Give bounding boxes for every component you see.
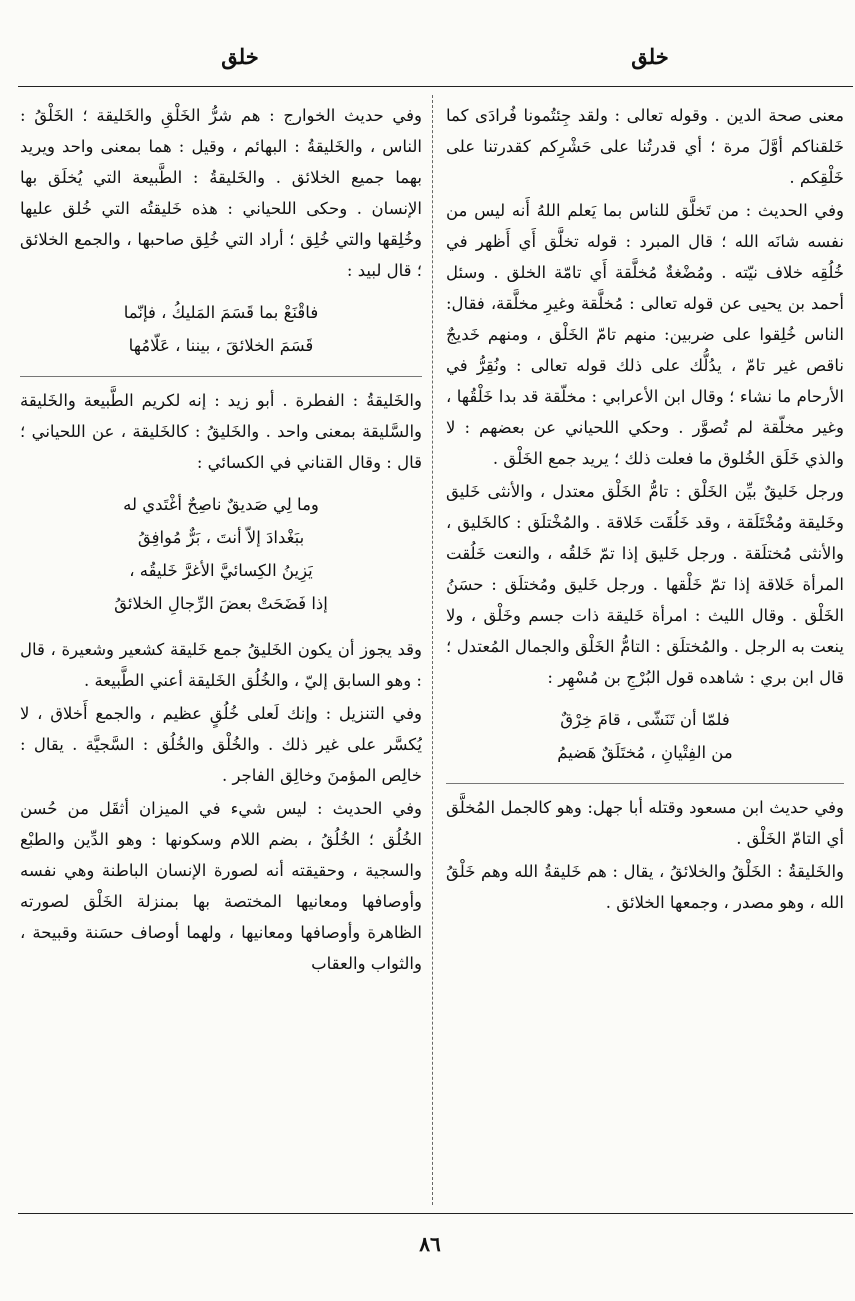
left-verse-1: [20, 296, 422, 362]
column-divider: [432, 95, 433, 1205]
header-word-right: خلق: [631, 44, 669, 69]
right-paragraph: وفي حديث ابن مسعود وقتله أبا جهل: وهو كالجمل المُخلَّق أي التامّ الخَلْق .: [446, 798, 844, 848]
left-paragraph: وفي التنزيل : وإنك لَعلى خُلُقٍ عظيم ، والجمع أَخلاق ، لا يُكسَّر على غير ذلك . والخُلْق والخُلُق : السَّجيَّة . يقال : خالِص المؤمنَ وخالِق الفاجر .: [20, 704, 422, 785]
verse-line: يَزِينُ الكِسائيَّ الأغرَّ خَليقُه ،: [129, 561, 313, 580]
left-paragraph: والخَليقةُ : الفطرة . أبو زيد : إنه لكريم الطَّبيعة والخَليقة والسَّليقة بمعنى واحد . والخَليقُ : كالخَليقة ، عن اللحياني ؛ قال : وقال القناني في الكسائي :: [20, 391, 422, 472]
left-paragraph: وفي الحديث : ليس شيء في الميزان أثقَل من حُسن الخُلُق ؛ الخُلُقُ ، بضم اللام وسكونها : وهو الدِّين والطبْع والسجية ، وحقيقته أنه لصورة الإنسان الباطنة وهي نفسه وأوصافها ومعانيها المختصة بها بمنزلة الخَلْق لصورته الظاهرة وأوصافها ومعانيها ، ولهما أوصاف حسَنة وقبيحة ، والثواب والعقاب: [20, 799, 422, 973]
left-verse-2: [20, 488, 422, 620]
section-separator: [20, 376, 422, 377]
header-rule: [18, 86, 853, 87]
verse-line: فاقْنَعْ بما قَسَمَ المَليكُ ، فإنّما: [123, 303, 319, 322]
right-paragraph: والخَليقةُ : الخَلْقُ والخلائقُ ، يقال : هم خَليقةُ الله وهم خَلْقُ الله ، وهو مصدر ، وجمعها الخلائق .: [446, 862, 844, 912]
page-number: ٨٦: [419, 1232, 441, 1256]
verse-line: وما لِي صَديقٌ ناصِحٌ أغْتَدي له: [123, 495, 319, 514]
left-column: [20, 100, 422, 1205]
verse-line: فلمّا أن تَنَشّى ، قامَ خِرْقٌ: [560, 710, 730, 729]
right-column: [446, 100, 844, 1205]
verse-line: ببَغْدادَ إلاّ أنتَ ، بَرٌّ مُوافِقُ: [137, 528, 305, 547]
verse-line: من الفِتْيانِ ، مُختَلَقٌ هَضيمُ: [557, 743, 733, 762]
left-paragraph: وفي حديث الخوارج : هم شرُّ الخَلْقِ والخَليقة ؛ الخَلْقُ : الناس ، والخَليقةُ : البهائم ، وقيل : هما بمعنى واحد ويريد بهما جميع الخلائق . والخَليقةُ : الطَّبيعة التي يُخلَق بها الإنسان . وحكى اللحياني : هذه خَليقتُه التي خُلق عليها وخُلِقها والتي خُلِق ؛ أراد التي خُلِق صاحبها ، والجمع الخلائق ؛ قال لبيد :: [20, 106, 422, 280]
footer-rule: [18, 1213, 853, 1214]
verse-line: إذا فَضَحَتْ بعضَ الرِّجالِ الخلائقُ: [114, 594, 328, 613]
right-paragraph: ورجل خَليقٌ بيِّن الخَلْق : تامُّ الخَلْق معتدل ، والأنثى خَليق وخَليقة ومُخْتَلَقة ، وقد خَلُقَت خَلاقة . والمُخْتلَق : كالخَليق ، والأنثى مُختلَقة . ورجل خَليق إذا تمّ خَلقُه ، والنعت خَلُقت المرأة خَلاقة إذا تمّ خَلْقها . ورجل خَليق ومُختلَق : حسَنُ الخَلْق . وقال الليث : امرأة خَليقة ذات جسم وخَلْق ، ولا ينعت به الرجل . والمُختلَق : التامُّ الخَلْق والجمال المُعتدل ؛ قال ابن بري : شاهده قول البُرْجِ بن مُسْهِر :: [446, 482, 844, 687]
right-verse: [446, 703, 844, 769]
header-word-left: خلق: [221, 44, 259, 69]
left-paragraph: وقد يجوز أن يكون الخَليقُ جمع خَليقة كشعير وشعيرة ، قال : وهو السابق إليّ ، والخُلُق الخَليقة أعني الطَّبيعة .: [20, 640, 422, 690]
right-paragraph: معنى صحة الدين . وقوله تعالى : ولقد جِئتُمونا فُرادَى كما خَلقناكم أوَّلَ مرة ؛ أي قدرتُنا على حَشْرِكم كقدرتنا على خَلْقِكم .: [446, 106, 844, 187]
verse-line: قَسَمَ الخلائقَ ، بيننا ، عَلّامُها: [128, 336, 314, 355]
section-separator: [446, 783, 844, 784]
right-paragraph: وفي الحديث : من تَخلَّق للناس بما يَعلم اللهُ أَنه ليس من نفسه شانَه الله ؛ قال المبرد : قوله تخلَّق أَي أَظهر في خُلُقِه خلاف نيّته . ومُضْغةٌ مُخلَّقة أَي تامّة الخلق . وسئل أحمد بن يحيى عن قوله تعالى : مُخلَّقة وغيرِ مخلَّقة، فقال: الناس خُلِقوا على ضربين: منهم تامّ الخَلْق ، ومنهم خَديجٌ ناقص غير تامّ ، يدُلُّك على ذلك قوله تعالى : ونُقِرُّ في الأرحام ما نشاء ؛ وقال ابن الأعرابي : مخلّقة قد بدا خَلْقُها ، وغير مخلّقة لم تُصوَّر . وحكي اللحياني عن بعضهم : لا والذي خَلَق الخُلوق ما فعلت ذلك ؛ يريد جمع الخَلْق .: [446, 201, 844, 468]
